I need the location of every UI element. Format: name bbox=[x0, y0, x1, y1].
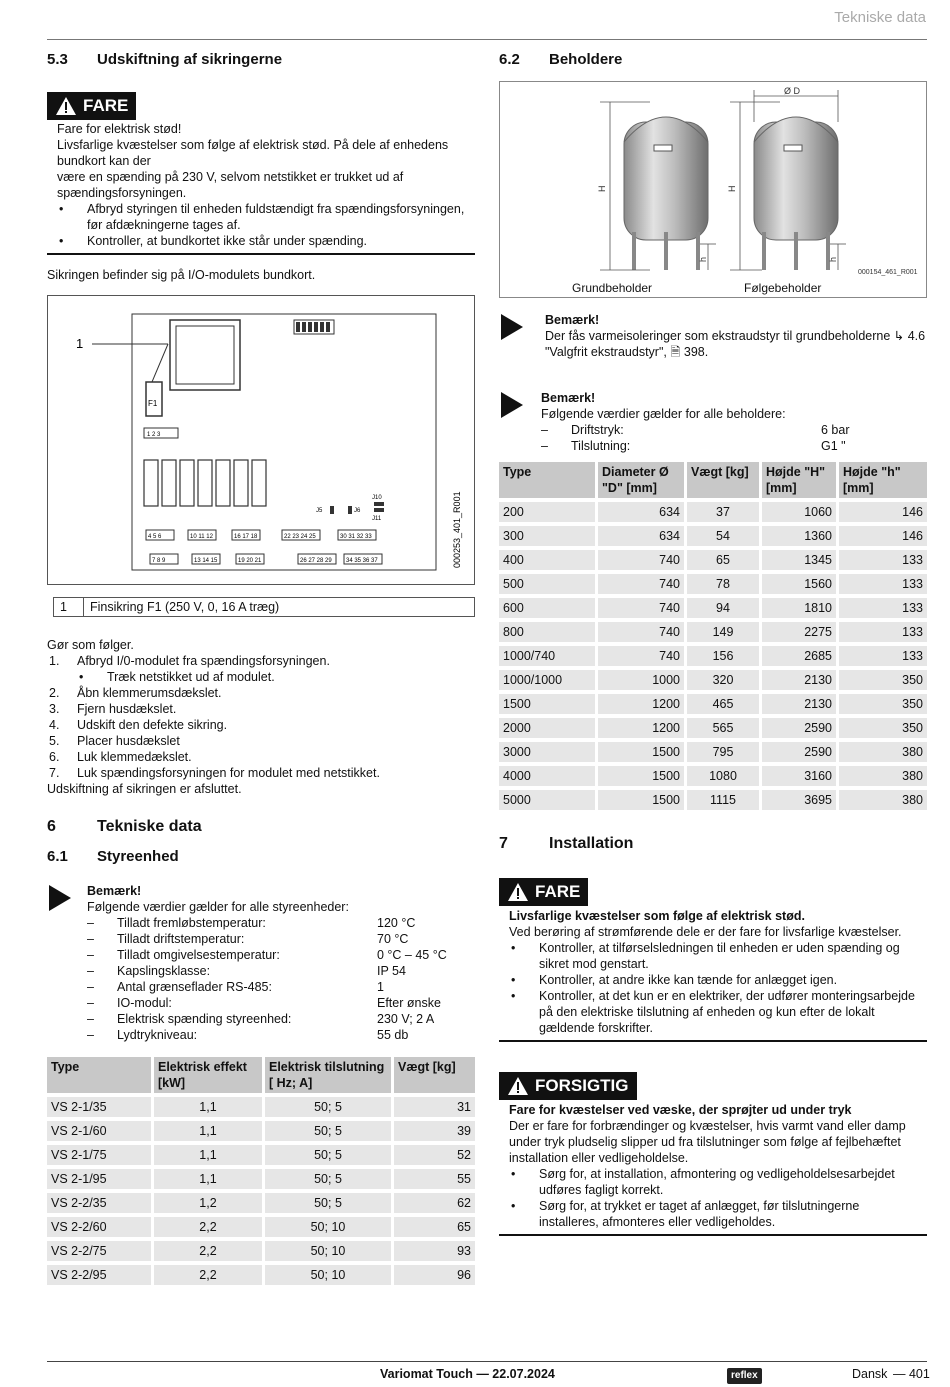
column-header: Højde "H" [mm] bbox=[762, 462, 836, 498]
property-row: – IO-modul: Efter ønske bbox=[87, 996, 441, 1010]
column-header: Diameter Ø "D" [mm] bbox=[598, 462, 684, 498]
procedure-result: Udskiftning af sikringen er afsluttet. bbox=[47, 782, 242, 796]
table-cell: 1060 bbox=[762, 502, 836, 522]
table-cell: 156 bbox=[687, 646, 759, 666]
note-control-unit bbox=[47, 883, 475, 1043]
danger-label: FARE bbox=[47, 92, 136, 120]
table-cell: 50; 10 bbox=[265, 1217, 391, 1237]
table-row bbox=[47, 1265, 475, 1285]
column-header: Vægt [kg] bbox=[394, 1057, 475, 1093]
table-cell: 65 bbox=[394, 1217, 475, 1237]
danger-box bbox=[47, 120, 475, 255]
column-header: Vægt [kg] bbox=[687, 462, 759, 498]
property-row: – Elektrisk spænding styreenhed: 230 V; 2 A bbox=[87, 1012, 435, 1026]
table-cell: 320 bbox=[687, 670, 759, 690]
property-label: Kapslingsklasse: bbox=[117, 964, 211, 978]
table-cell: 37 bbox=[687, 502, 759, 522]
terminal-label: 4 5 6 bbox=[148, 534, 162, 540]
danger-notice-installation bbox=[499, 878, 927, 1042]
table-cell: 800 bbox=[499, 622, 595, 642]
figure-code: 000154_461_R001 bbox=[858, 269, 918, 276]
danger-label: FARE bbox=[499, 878, 588, 906]
table-row bbox=[499, 742, 927, 762]
table-cell: 634 bbox=[598, 502, 684, 522]
section-number: 5.3 bbox=[47, 51, 68, 68]
table-cell: 31 bbox=[394, 1097, 475, 1117]
figure-code: 000253_401_R001 bbox=[452, 491, 462, 568]
danger-line: Livsfarlige kvæstelser som følge af elektrisk stød. På dele af enhedens bundkort kan der bbox=[57, 138, 449, 168]
caution-title: Fare for kvæstelser ved væske, der sprøjter ud under tryk bbox=[509, 1103, 852, 1117]
follow-vessel-icon bbox=[754, 117, 838, 270]
j11-label: J11 bbox=[372, 516, 382, 522]
table-cell: 2000 bbox=[499, 718, 595, 738]
caption-follow-vessel: Følgebeholder bbox=[744, 281, 822, 295]
property-row: – Driftstryk: 6 bar bbox=[541, 423, 850, 437]
procedure-step: 7. Luk spændingsforsyningen for modulet med netstikket. bbox=[49, 766, 380, 780]
table-cell: 2,2 bbox=[154, 1241, 262, 1261]
caution-box bbox=[499, 1100, 927, 1236]
footer-page-number: — 401 bbox=[893, 1367, 930, 1381]
table-row bbox=[499, 790, 927, 810]
table-header-row bbox=[47, 1057, 475, 1093]
legend-number: 1 bbox=[54, 598, 84, 616]
danger-line: være en spænding på 230 V, selvom netstikket er trukket ud af spændingsforsyningen. bbox=[57, 170, 404, 200]
pcb-drawing bbox=[48, 296, 474, 584]
property-row: – Antal grænseflader RS-485: 1 bbox=[87, 980, 384, 994]
reflex-logo-icon: reflex bbox=[727, 1368, 762, 1384]
table-cell: 1360 bbox=[762, 526, 836, 546]
note-text: Følgende værdier gælder for alle styreenheder: bbox=[87, 900, 349, 914]
dimension-diameter: Ø D bbox=[784, 86, 801, 96]
table-cell: 146 bbox=[839, 502, 927, 522]
table-cell: 94 bbox=[687, 598, 759, 618]
table-cell: 93 bbox=[394, 1241, 475, 1261]
table-cell: 62 bbox=[394, 1193, 475, 1213]
table-cell: 50; 5 bbox=[265, 1121, 391, 1141]
section-7-heading: 7 Installation bbox=[499, 835, 634, 852]
table-cell: VS 2-2/60 bbox=[47, 1217, 151, 1237]
warning-triangle-icon bbox=[55, 96, 77, 116]
caption-base-vessel: Grundbeholder bbox=[572, 281, 653, 295]
caution-bullet: • Sørg for, at trykket er taget af anlægget, før tilslutningerne installeres, afmonteres eller vedligeholdes. bbox=[511, 1199, 860, 1229]
caution-bullet: • Sørg for, at installation, afmontering og vedligeholdelsesarbejdet udføres fagligt korrekt. bbox=[511, 1167, 895, 1197]
j5-label: J5 bbox=[316, 508, 323, 514]
property-label: Antal grænseflader RS-485: bbox=[117, 980, 272, 994]
section-6-heading: 6 Tekniske data bbox=[47, 818, 202, 835]
property-row: – Kapslingsklasse: IP 54 bbox=[87, 964, 406, 978]
procedure-step: 2. Åbn klemmerumsdækslet. bbox=[49, 686, 222, 700]
table-cell: 3000 bbox=[499, 742, 595, 762]
table-cell: 380 bbox=[839, 790, 927, 810]
table-cell: 1080 bbox=[687, 766, 759, 786]
table-cell: 133 bbox=[839, 574, 927, 594]
dimension-small-h: h bbox=[828, 256, 838, 262]
table-cell: 149 bbox=[687, 622, 759, 642]
table-row bbox=[499, 766, 927, 786]
left-column bbox=[47, 50, 475, 1289]
table-cell: 2275 bbox=[762, 622, 836, 642]
table-cell: 740 bbox=[598, 598, 684, 618]
table-cell: VS 2-2/75 bbox=[47, 1241, 151, 1261]
procedure bbox=[47, 637, 475, 797]
j10-label: J10 bbox=[372, 495, 382, 501]
note-insulation bbox=[499, 312, 927, 360]
table-row bbox=[499, 718, 927, 738]
table-cell: 380 bbox=[839, 766, 927, 786]
note-arrow-icon bbox=[499, 390, 539, 454]
table-cell: 133 bbox=[839, 646, 927, 666]
dimension-small-h: h bbox=[698, 256, 708, 262]
table-cell: 146 bbox=[839, 526, 927, 546]
table-row bbox=[499, 598, 927, 618]
terminal-label: 7 8 9 bbox=[152, 558, 166, 564]
table-cell: 133 bbox=[839, 598, 927, 618]
terminal-label: 22 23 24 25 bbox=[284, 534, 316, 540]
table-cell: 1810 bbox=[762, 598, 836, 618]
danger-line: Fare for elektrisk stød! bbox=[57, 122, 182, 136]
table-cell: 50; 10 bbox=[265, 1241, 391, 1261]
table-row bbox=[47, 1121, 475, 1141]
section-title: Udskiftning af sikringerne bbox=[97, 51, 283, 68]
right-column bbox=[499, 50, 927, 1236]
table-cell: 39 bbox=[394, 1121, 475, 1141]
table-row bbox=[499, 502, 927, 522]
table-row bbox=[499, 550, 927, 570]
table-cell: 300 bbox=[499, 526, 595, 546]
danger-text: Ved berøring af strømførende dele er der fare for livsfarlige kvæstelser. bbox=[509, 925, 902, 939]
danger-bullet: • Kontroller, at bundkortet ikke står under spænding. bbox=[59, 234, 368, 248]
footer-language: Dansk bbox=[852, 1367, 888, 1381]
dimension-height: H bbox=[727, 185, 737, 192]
vessel-figure bbox=[499, 81, 927, 298]
table-cell: 2,2 bbox=[154, 1265, 262, 1285]
table-cell: 600 bbox=[499, 598, 595, 618]
terminal-label: 19 20 21 bbox=[238, 558, 262, 564]
vessel-drawing bbox=[500, 82, 926, 297]
table-cell: 1,1 bbox=[154, 1121, 262, 1141]
table-cell: 1200 bbox=[598, 718, 684, 738]
terminal-label: 26 27 28 29 bbox=[300, 558, 332, 564]
callout-number: 1 bbox=[76, 336, 84, 351]
table-cell: 740 bbox=[598, 574, 684, 594]
table-cell: 50; 5 bbox=[265, 1097, 391, 1117]
danger-box bbox=[499, 906, 927, 1042]
procedure-intro: Gør som følger. bbox=[47, 638, 134, 652]
property-row: – Lydtrykniveau: 55 db bbox=[87, 1028, 409, 1042]
terminal-label: 16 17 18 bbox=[234, 534, 258, 540]
section-5-3-heading bbox=[47, 50, 475, 70]
column-header: Højde "h" [mm] bbox=[839, 462, 927, 498]
table-cell: 3160 bbox=[762, 766, 836, 786]
terminal-label: 1 2 3 bbox=[147, 432, 161, 438]
table-cell: 350 bbox=[839, 718, 927, 738]
terminal-label: 10 11 12 bbox=[190, 534, 213, 540]
table-cell: 2130 bbox=[762, 670, 836, 690]
vessel-table bbox=[496, 458, 930, 814]
table-cell: 1500 bbox=[598, 742, 684, 762]
section-6-1-heading: 6.1 Styreenhed bbox=[47, 848, 179, 865]
table-cell: 1560 bbox=[762, 574, 836, 594]
table-cell: 380 bbox=[839, 742, 927, 762]
property-value: Efter ønske bbox=[377, 996, 441, 1010]
property-value: 0 °C – 45 °C bbox=[377, 948, 447, 962]
legend-text: Finsikring F1 (250 V, 0, 16 A træg) bbox=[90, 600, 280, 614]
terminal-label: 30 31 32 33 bbox=[340, 534, 372, 540]
table-cell: 1,1 bbox=[154, 1097, 262, 1117]
procedure-step: 3. Fjern husdækslet. bbox=[49, 702, 177, 716]
table-cell: 50; 5 bbox=[265, 1193, 391, 1213]
table-row bbox=[47, 1217, 475, 1237]
table-cell: 5000 bbox=[499, 790, 595, 810]
note-arrow-icon bbox=[499, 312, 539, 360]
table-cell: 795 bbox=[687, 742, 759, 762]
fuse-location-text: Sikringen befinder sig på I/O-modulets bundkort. bbox=[47, 268, 316, 282]
table-cell: 1,1 bbox=[154, 1169, 262, 1189]
procedure-step: 5. Placer husdækslet bbox=[49, 734, 180, 748]
procedure-step: 1. Afbryd I/0-modulet fra spændingsforsyningen. bbox=[49, 654, 330, 668]
property-label: Lydtrykniveau: bbox=[117, 1028, 198, 1042]
fuse-f1-label: F1 bbox=[148, 399, 158, 408]
property-label: Elektrisk spænding styreenhed: bbox=[117, 1012, 292, 1026]
note-title: Bemærk! bbox=[541, 391, 596, 405]
table-row bbox=[47, 1193, 475, 1213]
column-header: Type bbox=[47, 1057, 151, 1093]
table-cell: 133 bbox=[839, 622, 927, 642]
table-cell: 50; 5 bbox=[265, 1169, 391, 1189]
footer-rule bbox=[47, 1361, 927, 1362]
table-row bbox=[499, 670, 927, 690]
table-cell: 54 bbox=[687, 526, 759, 546]
table-cell: 65 bbox=[687, 550, 759, 570]
danger-title: Livsfarlige kvæstelser som følge af elektrisk stød. bbox=[509, 909, 805, 923]
table-cell: 1500 bbox=[598, 790, 684, 810]
danger-bullet: • Kontroller, at andre ikke kan tænde for anlægget igen. bbox=[511, 973, 838, 987]
table-cell: VS 2-1/60 bbox=[47, 1121, 151, 1141]
j6-label: J6 bbox=[354, 508, 361, 514]
table-cell: 200 bbox=[499, 502, 595, 522]
table-cell: 1500 bbox=[499, 694, 595, 714]
terminal-label: 34 35 36 37 bbox=[346, 558, 378, 564]
table-cell: 350 bbox=[839, 694, 927, 714]
table-cell: 50; 10 bbox=[265, 1265, 391, 1285]
table-row bbox=[47, 1241, 475, 1261]
table-cell: 78 bbox=[687, 574, 759, 594]
note-arrow-icon bbox=[47, 883, 87, 1043]
danger-bullet: • Afbryd styringen til enheden fuldstændigt fra spændingsforsyningen, før afdækningerne tages af. bbox=[59, 202, 465, 232]
table-cell: 565 bbox=[687, 718, 759, 738]
running-title: Tekniske data bbox=[834, 9, 926, 26]
table-cell: 2590 bbox=[762, 718, 836, 738]
table-cell: 740 bbox=[598, 646, 684, 666]
table-cell: VS 2-1/35 bbox=[47, 1097, 151, 1117]
table-row bbox=[499, 526, 927, 546]
table-row bbox=[499, 622, 927, 642]
property-label: IO-modul: bbox=[117, 996, 172, 1010]
table-cell: 2590 bbox=[762, 742, 836, 762]
property-row: – Tilladt driftstemperatur: 70 °C bbox=[87, 932, 409, 946]
table-cell: 1000/740 bbox=[499, 646, 595, 666]
note-text: Der fås varmeisoleringer som ekstraudstyr til grundbeholderne ↳ 4.6 "Valgfrit ekstraudstyr", 🗎 398. bbox=[545, 329, 926, 359]
property-value: IP 54 bbox=[377, 964, 406, 978]
table-cell: 55 bbox=[394, 1169, 475, 1189]
property-value: 1 bbox=[377, 980, 384, 994]
property-value: 55 db bbox=[377, 1028, 409, 1042]
table-cell: 634 bbox=[598, 526, 684, 546]
property-value: 70 °C bbox=[377, 932, 409, 946]
table-cell: 740 bbox=[598, 622, 684, 642]
column-header: Type bbox=[499, 462, 595, 498]
table-cell: VS 2-1/75 bbox=[47, 1145, 151, 1165]
procedure-substep: • Træk netstikket ud af modulet. bbox=[79, 670, 275, 684]
caution-notice bbox=[499, 1072, 927, 1236]
terminal-label: 13 14 15 bbox=[194, 558, 218, 564]
property-label: Tilladt fremløbstemperatur: bbox=[117, 916, 266, 930]
table-cell: 1,2 bbox=[154, 1193, 262, 1213]
table-cell: 500 bbox=[499, 574, 595, 594]
table-cell: 1115 bbox=[687, 790, 759, 810]
table-cell: 1000/1000 bbox=[499, 670, 595, 690]
header-rule bbox=[47, 39, 927, 40]
note-title: Bemærk! bbox=[87, 884, 142, 898]
property-row: – Tilladt fremløbstemperatur: 120 °C bbox=[87, 916, 416, 930]
property-label: Tilladt driftstemperatur: bbox=[117, 932, 245, 946]
table-row bbox=[499, 694, 927, 714]
table-row bbox=[47, 1169, 475, 1189]
table-cell: 96 bbox=[394, 1265, 475, 1285]
control-unit-table bbox=[44, 1053, 478, 1289]
table-cell: 465 bbox=[687, 694, 759, 714]
property-value: 120 °C bbox=[377, 916, 416, 930]
danger-bullet: • Kontroller, at tilførselsledningen til enheden er uden spænding og sikret mod genstart. bbox=[511, 941, 900, 971]
table-cell: 1000 bbox=[598, 670, 684, 690]
warning-triangle-icon bbox=[507, 882, 529, 902]
table-header-row bbox=[499, 462, 927, 498]
caution-label: FORSIGTIG bbox=[499, 1072, 637, 1100]
table-cell: 133 bbox=[839, 550, 927, 570]
table-cell: 52 bbox=[394, 1145, 475, 1165]
table-cell: 2130 bbox=[762, 694, 836, 714]
table-cell: 1200 bbox=[598, 694, 684, 714]
table-cell: 2685 bbox=[762, 646, 836, 666]
dimension-height: H bbox=[597, 185, 607, 192]
table-row bbox=[47, 1145, 475, 1165]
property-row: – Tilslutning: G1 " bbox=[541, 439, 846, 453]
note-vessels bbox=[499, 390, 927, 454]
section-6-2-heading: 6.2 Beholdere bbox=[499, 51, 623, 68]
table-cell: 1500 bbox=[598, 766, 684, 786]
danger-bullet: • Kontroller, at det kun er en elektriker, der udfører monteringsarbejde på den elektriske tilslutning af enheden og kun efter de lokalt gældende forskrifter. bbox=[511, 989, 915, 1035]
table-cell: 3695 bbox=[762, 790, 836, 810]
table-cell: 350 bbox=[839, 670, 927, 690]
property-label: Tilladt omgivelsestemperatur: bbox=[117, 948, 280, 962]
table-cell: VS 2-1/95 bbox=[47, 1169, 151, 1189]
note-text: Følgende værdier gælder for alle beholdere: bbox=[541, 407, 786, 421]
table-row bbox=[47, 1097, 475, 1117]
property-row: – Tilladt omgivelsestemperatur: 0 °C – 45 °C bbox=[87, 948, 447, 962]
column-header: Elektrisk tilslutning [ Hz; A] bbox=[265, 1057, 391, 1093]
table-cell: 1,1 bbox=[154, 1145, 262, 1165]
base-vessel-icon bbox=[624, 117, 708, 270]
table-cell: 740 bbox=[598, 550, 684, 570]
figure-legend bbox=[53, 597, 475, 617]
table-cell: 1345 bbox=[762, 550, 836, 570]
table-row bbox=[499, 574, 927, 594]
table-cell: 2,2 bbox=[154, 1217, 262, 1237]
property-value: 230 V; 2 A bbox=[377, 1012, 435, 1026]
procedure-step: 6. Luk klemmedækslet. bbox=[49, 750, 192, 764]
footer-logo bbox=[727, 1366, 762, 1384]
footer-document: Variomat Touch — 22.07.2024 bbox=[380, 1367, 555, 1381]
table-cell: VS 2-2/95 bbox=[47, 1265, 151, 1285]
table-cell: 4000 bbox=[499, 766, 595, 786]
table-cell: VS 2-2/35 bbox=[47, 1193, 151, 1213]
table-row bbox=[499, 646, 927, 666]
caution-text: Der er fare for forbrændinger og kvæstelser, hvis varmt vand eller damp under tryk pludselig slipper ud fra tilslutninger som følge af fejlbehæftet installation eller vedligeholdelse. bbox=[509, 1119, 906, 1165]
table-cell: 400 bbox=[499, 550, 595, 570]
warning-triangle-icon bbox=[507, 1076, 529, 1096]
danger-notice bbox=[47, 92, 475, 255]
note-title: Bemærk! bbox=[545, 313, 600, 327]
column-header: Elektrisk effekt [kW] bbox=[154, 1057, 262, 1093]
procedure-step: 4. Udskift den defekte sikring. bbox=[49, 718, 228, 732]
table-cell: 50; 5 bbox=[265, 1145, 391, 1165]
pcb-figure bbox=[47, 295, 475, 585]
